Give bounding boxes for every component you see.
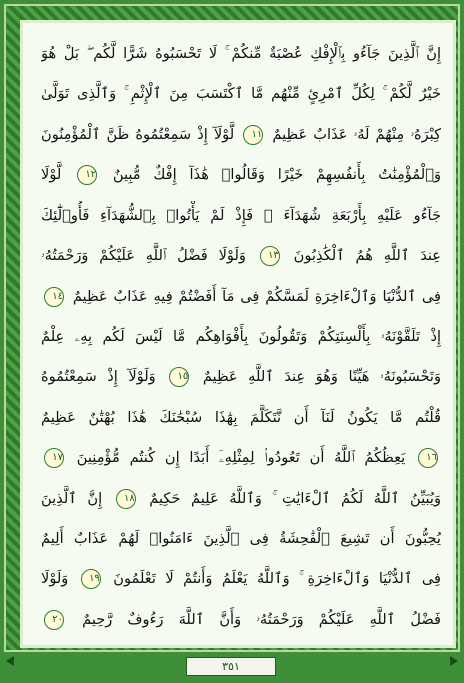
verse-text-area [41,39,441,635]
ayah-number-marker: ١٤ [44,287,64,307]
verse-text: لَّوْلَا [41,166,62,184]
ayah-number-marker: ٢٠ [44,610,64,630]
ayah-number-marker: ١٢ [77,165,97,185]
verse-text: يَعِظُكُمُ ٱللَّهُ أَن تَعُودُوا۟ لِمِثْلِهِۦٓ أَبَدًا إِن كُنتُم مُّؤْمِنِينَ [76,449,406,467]
verse-text: إِنَّ ٱلَّذِينَ جَآءُو بِٱلْإِفْكِ عُصْبَةٌ مِّنكُمْ ۚ لَا تَحْسَبُوهُ شَرًّا لَّكُم ۖ بَلْ هُوَ [41,45,441,62]
verse-line [41,443,441,473]
verse-text: يُحِبُّونَ أَن تَشِيعَ ٱلْفَٰحِشَةُ فِى ٱلَّذِينَ ءَامَنُوا۟ لَهُمْ عَذَابٌ أَلِيمٌ [41,530,441,548]
verse-text: فِى ٱلدُّنْيَا وَٱلْءَاخِرَةِ ۚ وَٱللَّهُ يَعْلَمُ وَأَنتُمْ لَا تَعْلَمُونَ [113,570,441,588]
verse-text: قُلْتُم مَّا يَكُونُ لَنَآ أَن نَّتَكَلَّمَ بِهَٰذَا سُبْحَٰنَكَ هَٰذَا بُهْتَٰنٌ عَظِيمٌ [41,408,441,426]
verse-text: وَيُبَيِّنُ ٱللَّهُ لَكُمُ ٱلْءَايَٰتِ ۚ وَٱللَّهُ عَلِيمٌ حَكِيمٌ [149,489,441,507]
verse-text: جَآءُو عَلَيْهِ بِأَرْبَعَةِ شُهَدَآءَ ۚ فَإِذْ لَمْ يَأْتُوا۟ بِٱلشُّهَدَآءِ فَأُو۟لَٰٓئِكَ [41,206,441,224]
text-panel [20,20,456,648]
verse-line [41,160,441,190]
verse-text: خَيْرٌ لَّكُمْ ۚ لِكُلِّ ٱمْرِئٍ مِّنْهُم مَّا ٱكْتَسَبَ مِنَ ٱلْإِثْمِ ۚ وَٱلَّذِى تَوَلَّىٰ [41,85,441,103]
verse-line [41,79,441,109]
page-number: ٣٥١ [222,660,240,673]
ayah-number-marker: ١٣ [260,246,280,266]
verse-line [41,605,441,635]
verse-line [41,282,441,312]
verse-text: عِندَ ٱللَّهِ هُمُ ٱلْكَٰذِبُونَ [293,247,441,265]
ayah-number-marker: ١٨ [116,489,136,509]
verse-line [41,241,441,271]
verse-text: وَتَحْسَبُونَهُۥ هَيِّنًا وَهُوَ عِندَ ٱللَّهِ عَظِيمٌ [202,368,441,386]
next-page-arrow-icon[interactable] [6,656,14,666]
page-number-box [186,657,276,676]
verse-text: كِبْرَهُۥ مِنْهُمْ لَهُۥ عَذَابٌ عَظِيمٌ [272,125,441,143]
verse-line [41,524,441,554]
verse-text: فِى ٱلدُّنْيَا وَٱلْءَاخِرَةِ لَمَسَّكُمْ فِى مَآ أَفَضْتُمْ فِيهِ عَذَابٌ عَظِيمٌ [72,287,441,305]
verse-text: إِنَّ ٱلَّذِينَ [41,489,103,507]
verse-text: وَلَوْلَا [41,570,69,588]
ornamental-border [4,4,460,652]
verse-text: وَلَوْلَآ إِذْ سَمِعْتُمُوهُ [41,368,156,386]
page-footer [0,652,464,683]
verse-text: لَّوْلَآ إِذْ سَمِعْتُمُوهُ ظَنَّ ٱلْمُؤْمِنُونَ [41,125,235,143]
ayah-number-marker: ١٦ [418,448,438,468]
verse-line [41,362,441,392]
ayah-number-marker: ١٧ [44,448,64,468]
ayah-number-marker: ١١ [243,125,263,145]
previous-page-arrow-icon[interactable] [450,656,458,666]
verse-line [41,484,441,514]
verse-line [41,322,441,352]
verse-text: إِذْ تَلَقَّوْنَهُۥ بِأَلْسِنَتِكُمْ وَتَقُولُونَ بِأَفْوَاهِكُم مَّا لَيْسَ لَكُم بِهِۦ عِلْمٌ [41,327,441,345]
verse-line [41,201,441,231]
ayah-number-marker: ١٥ [169,367,189,387]
verse-line [41,564,441,594]
verse-line [41,39,441,69]
verse-text: فَضْلُ ٱللَّهِ عَلَيْكُمْ وَرَحْمَتُهُۥ وَأَنَّ ٱللَّهَ رَءُوفٌ رَّحِيمٌ [82,610,441,628]
verse-text: وَلَوْلَا فَضْلُ ٱللَّهِ عَلَيْكُمْ وَرَحْمَتُهُۥ [41,247,246,265]
verse-line [41,120,441,150]
verse-text: وَٱلْمُؤْمِنَٰتُ بِأَنفُسِهِمْ خَيْرًا وَقَالُوا۟ هَٰذَآ إِفْكٌ مُّبِينٌ [112,166,441,184]
verse-line [41,403,441,433]
ayah-number-marker: ١٩ [81,569,101,589]
